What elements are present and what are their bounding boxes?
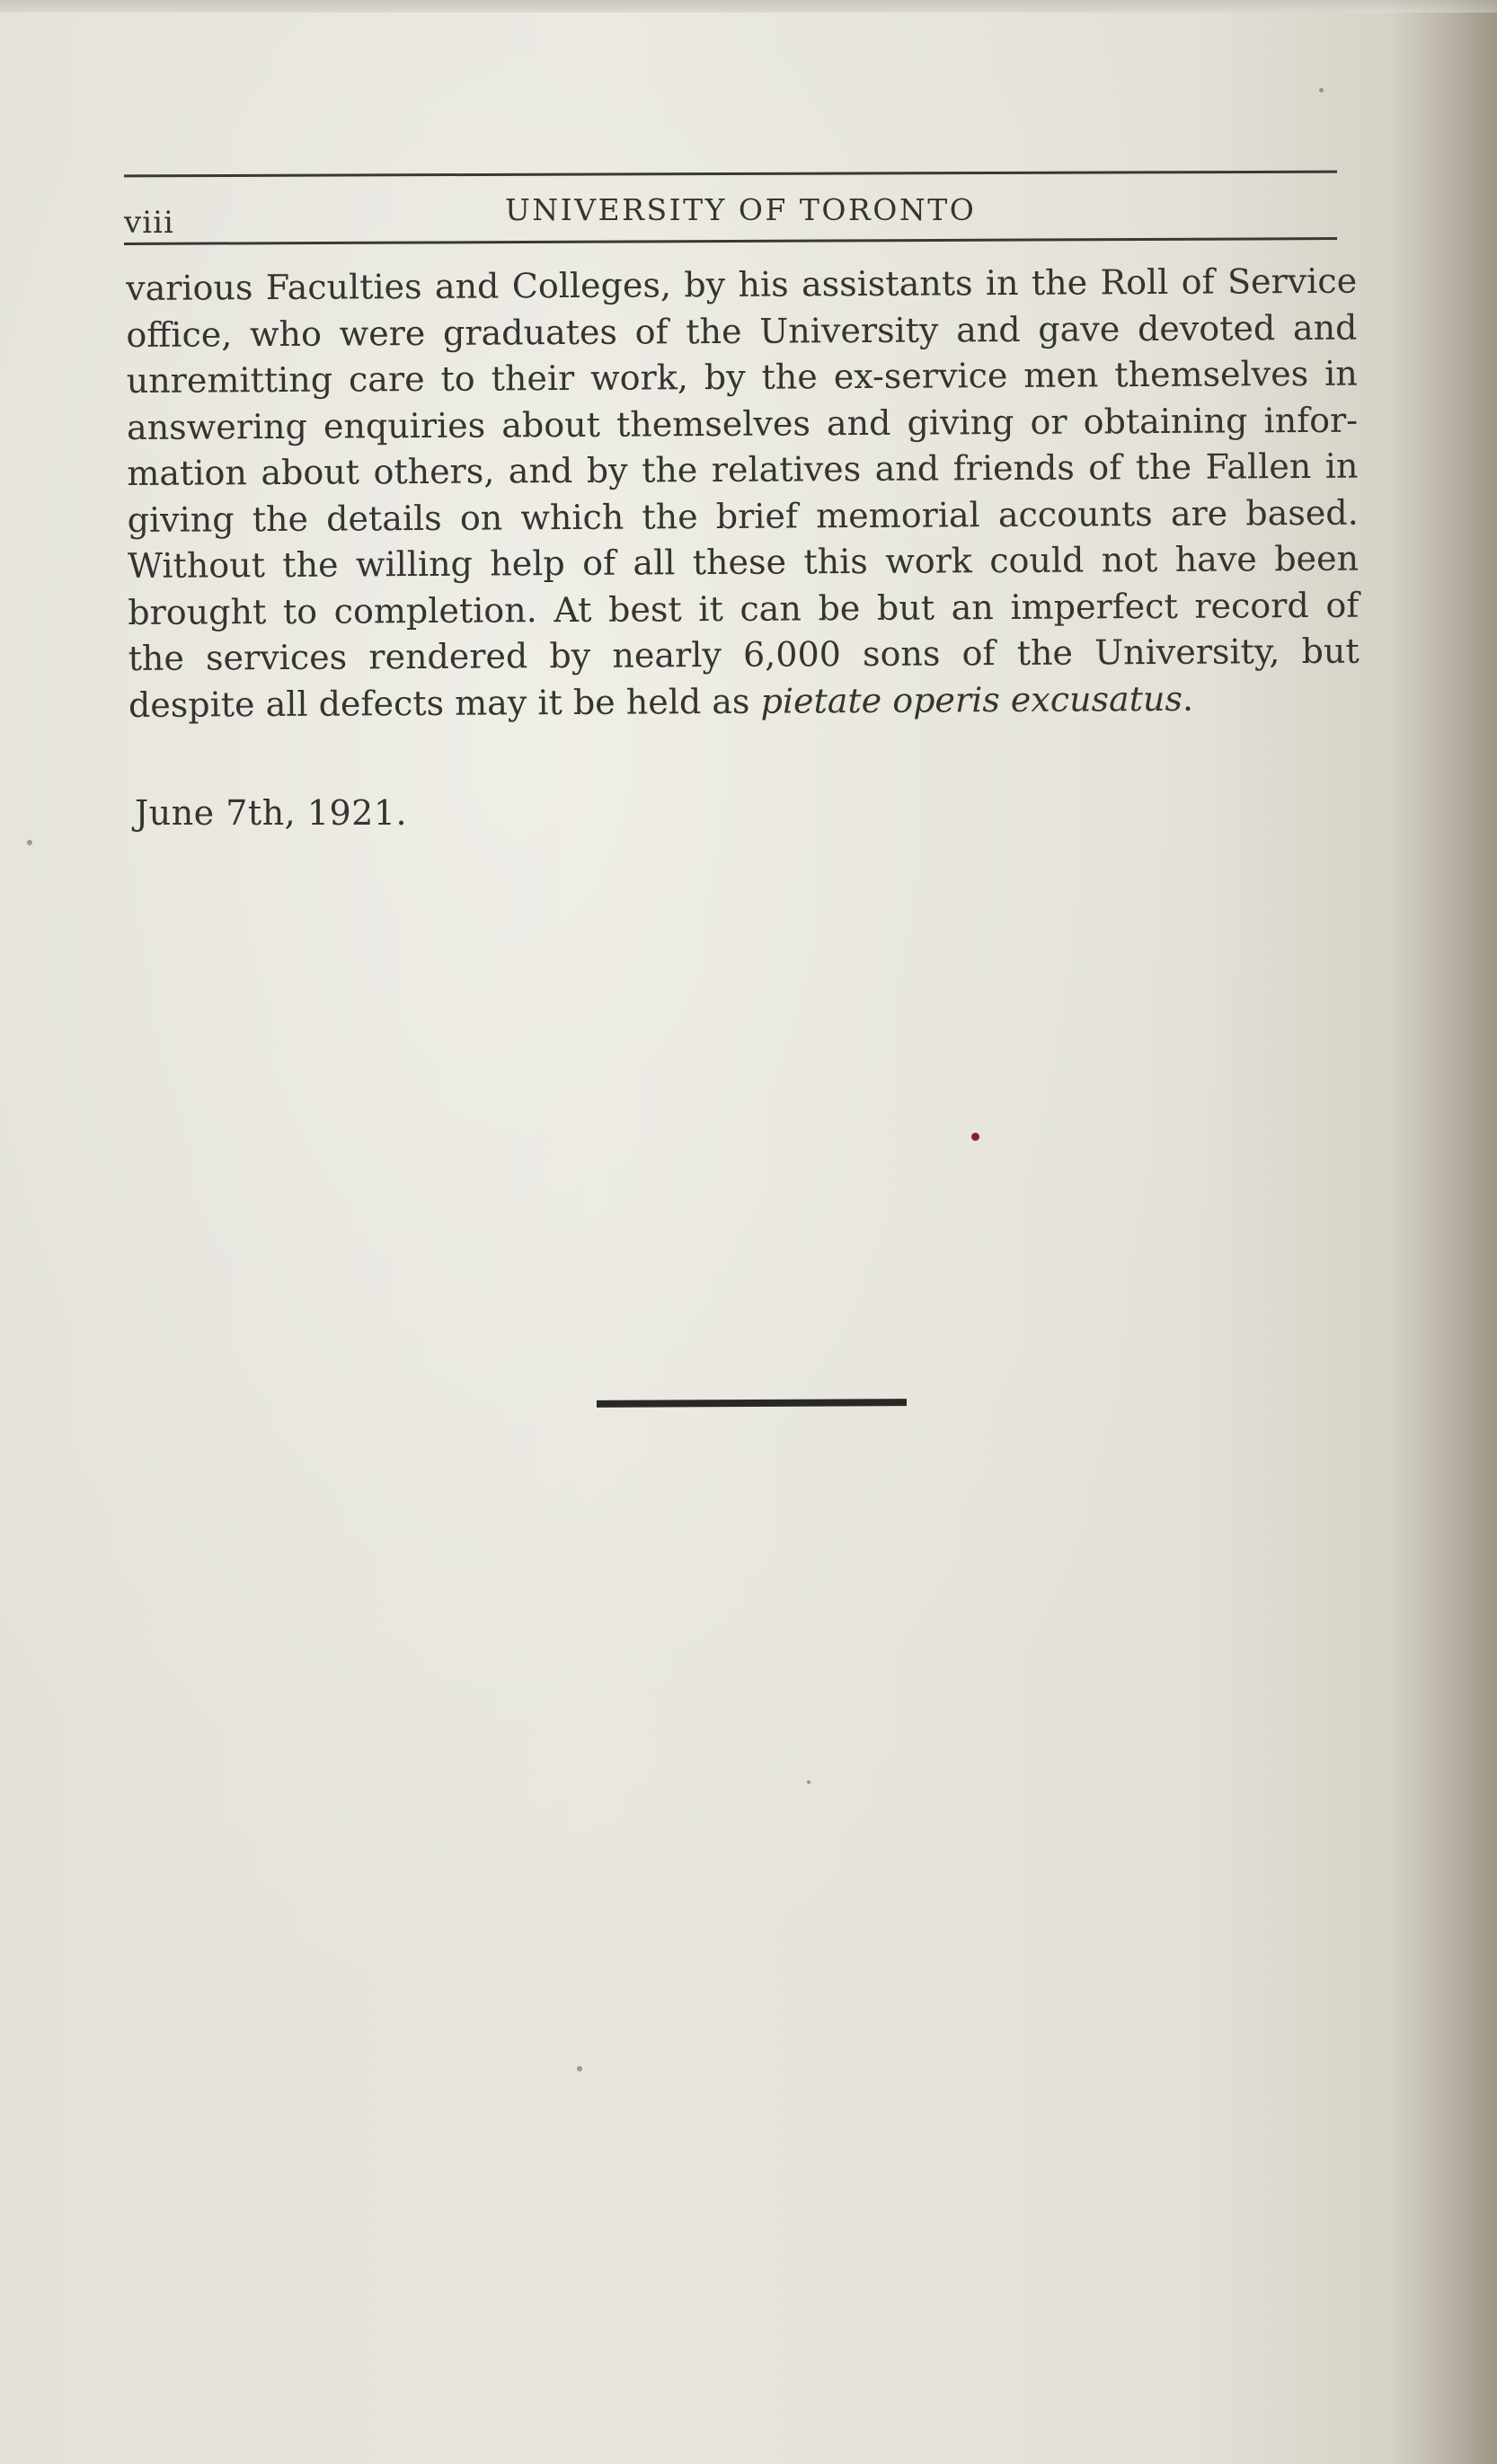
text-line: Without the willing help of all these this work could not have been xyxy=(127,538,1360,586)
ink-speck xyxy=(971,1133,979,1141)
text-line-last xyxy=(128,675,1360,729)
paper-speck xyxy=(27,840,32,845)
last-line-suffix: . xyxy=(1182,678,1194,719)
text-line: answering enquiries about themselves and giving or obtaining infor- xyxy=(126,400,1359,447)
text-line: giving the details on which the brief memorial accounts are based. xyxy=(127,492,1359,540)
header-rule-top xyxy=(124,171,1337,178)
header-rule-bottom xyxy=(124,237,1337,245)
running-head xyxy=(124,172,1337,246)
text-line: mation about others, and by the relatives and friends of the Fallen in xyxy=(127,446,1359,493)
paper-speck xyxy=(577,2066,582,2071)
text-line: office, who were graduates of the University and gave devoted and xyxy=(126,307,1358,355)
text-line: unremitting care to their work, by the ex-service men themselves in xyxy=(126,353,1358,401)
body-paragraph xyxy=(126,259,1360,729)
text-line: brought to completion. At best it can be but an imperfect record of xyxy=(128,585,1360,632)
page-number: viii xyxy=(124,205,174,241)
paper-speck xyxy=(807,1780,811,1784)
section-divider-rule xyxy=(597,1399,907,1408)
text-line: various Faculties and Colleges, by his assistants in the Roll of Service xyxy=(126,261,1358,308)
last-line-prefix: despite all defects may it be held as xyxy=(128,681,761,725)
signature-date: June 7th, 1921. xyxy=(135,793,408,833)
running-title: UNIVERSITY OF TORONTO xyxy=(505,192,977,227)
latin-phrase: pietate operis excusatus xyxy=(760,678,1183,721)
paper-speck xyxy=(1319,88,1324,93)
text-line: the services rendered by nearly 6,000 sons of the University, but xyxy=(128,631,1360,678)
